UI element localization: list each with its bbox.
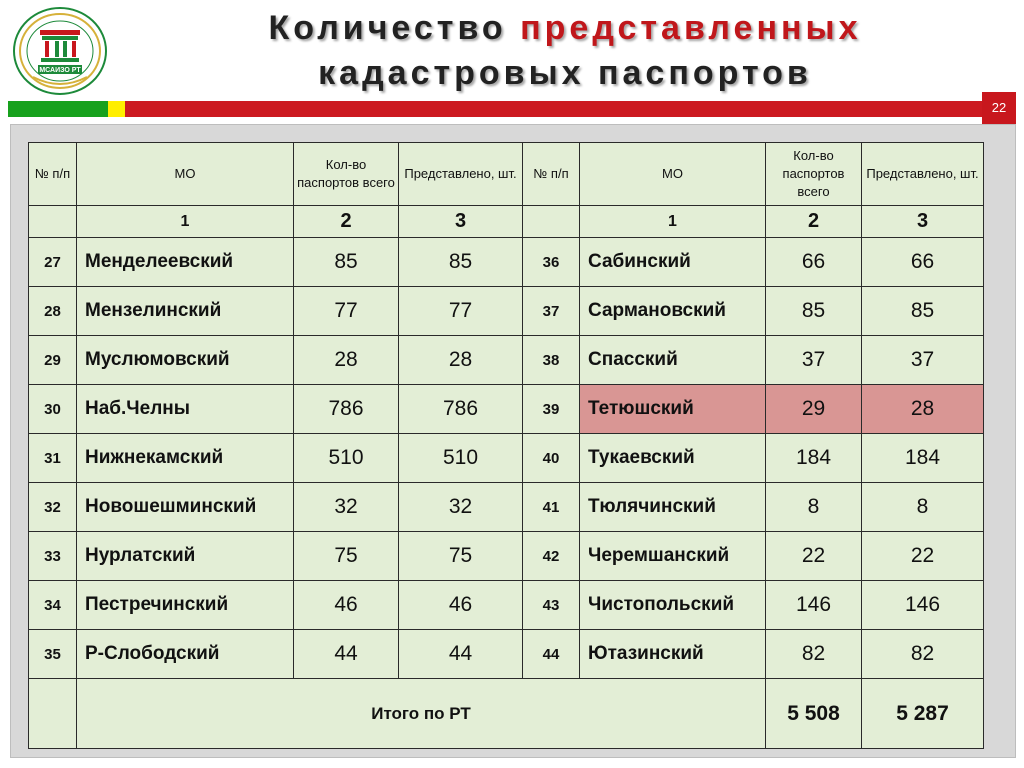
passports-submitted-left: 44 [399, 630, 523, 679]
totals-label: Итого по РТ [77, 679, 766, 749]
passports-submitted-right: 8 [862, 483, 984, 532]
passports-submitted-right: 184 [862, 434, 984, 483]
passports-submitted-left: 46 [399, 581, 523, 630]
passports-total-left: 32 [294, 483, 399, 532]
table-row [29, 630, 984, 679]
row-number-left: 34 [29, 581, 77, 630]
row-number-right: 41 [523, 483, 580, 532]
row-number-left: 29 [29, 336, 77, 385]
table-row [29, 532, 984, 581]
header-num-right: № п/п [523, 143, 580, 206]
passports-total-left: 786 [294, 385, 399, 434]
index-3-left: 3 [399, 206, 523, 238]
table-row [29, 483, 984, 532]
passports-submitted-right: 82 [862, 630, 984, 679]
table-row [29, 238, 984, 287]
table-row [29, 287, 984, 336]
index-row [29, 206, 984, 238]
slide-title [150, 6, 980, 96]
row-number-right: 43 [523, 581, 580, 630]
totals-row [29, 679, 984, 749]
passports-total-right: 37 [766, 336, 862, 385]
passports-total-right: 184 [766, 434, 862, 483]
row-number-left: 35 [29, 630, 77, 679]
index-empty-right [523, 206, 580, 238]
passports-submitted-right: 28 [862, 385, 984, 434]
passports-total-right: 8 [766, 483, 862, 532]
municipality-name-right: Сабинский [580, 238, 766, 287]
municipality-name-left: Мензелинский [77, 287, 294, 336]
table-row [29, 434, 984, 483]
passports-submitted-left: 28 [399, 336, 523, 385]
passports-total-left: 46 [294, 581, 399, 630]
municipality-name-left: Муслюмовский [77, 336, 294, 385]
row-number-left: 32 [29, 483, 77, 532]
passports-submitted-left: 85 [399, 238, 523, 287]
passports-total-right: 85 [766, 287, 862, 336]
row-number-right: 40 [523, 434, 580, 483]
index-1-right: 1 [580, 206, 766, 238]
index-2-left: 2 [294, 206, 399, 238]
municipality-name-left: Новошешминский [77, 483, 294, 532]
header-submitted-right: Представлено, шт. [862, 143, 984, 206]
row-number-right: 39 [523, 385, 580, 434]
municipality-name-right: Ютазинский [580, 630, 766, 679]
passports-total-right: 22 [766, 532, 862, 581]
municipality-name-right: Сармановский [580, 287, 766, 336]
passports-total-left: 85 [294, 238, 399, 287]
table-row [29, 385, 984, 434]
header-mo-left: МО [77, 143, 294, 206]
municipality-name-right: Тетюшский [580, 385, 766, 434]
row-number-left: 28 [29, 287, 77, 336]
stripe-red [125, 101, 1016, 117]
index-1-left: 1 [77, 206, 294, 238]
passports-total-left: 28 [294, 336, 399, 385]
header-total-left: Кол-во паспортов всего [294, 143, 399, 206]
stripe-yellow [108, 101, 125, 117]
row-number-right: 38 [523, 336, 580, 385]
row-number-right: 37 [523, 287, 580, 336]
passports-total-right: 82 [766, 630, 862, 679]
passports-total-left: 77 [294, 287, 399, 336]
logo-text: МСАИЗО РТ [39, 67, 81, 74]
totals-submitted: 5 287 [862, 679, 984, 749]
row-number-right: 44 [523, 630, 580, 679]
row-number-left: 27 [29, 238, 77, 287]
index-2-right: 2 [766, 206, 862, 238]
header-num-left: № п/п [29, 143, 77, 206]
index-3-right: 3 [862, 206, 984, 238]
municipality-name-right: Чистопольский [580, 581, 766, 630]
cadastral-passports-table [28, 142, 984, 749]
totals-empty [29, 679, 77, 749]
passports-submitted-right: 37 [862, 336, 984, 385]
passports-submitted-right: 85 [862, 287, 984, 336]
passports-total-right: 66 [766, 238, 862, 287]
header-mo-right: МО [580, 143, 766, 206]
row-number-right: 42 [523, 532, 580, 581]
municipality-name-left: Менделеевский [77, 238, 294, 287]
header-total-right: Кол-во паспортов всего [766, 143, 862, 206]
header-submitted-left: Представлено, шт. [399, 143, 523, 206]
table-row [29, 336, 984, 385]
municipality-name-right: Спасский [580, 336, 766, 385]
header-row [29, 143, 984, 206]
municipality-name-right: Тукаевский [580, 434, 766, 483]
row-number-left: 33 [29, 532, 77, 581]
municipality-name-left: Наб.Челны [77, 385, 294, 434]
row-number-left: 31 [29, 434, 77, 483]
title-word-count: Количество [268, 9, 507, 47]
passports-submitted-left: 510 [399, 434, 523, 483]
row-number-right: 36 [523, 238, 580, 287]
municipality-name-left: Нижнекамский [77, 434, 294, 483]
passports-total-left: 44 [294, 630, 399, 679]
passports-submitted-left: 77 [399, 287, 523, 336]
municipality-name-left: Пестречинский [77, 581, 294, 630]
municipality-name-right: Тюлячинский [580, 483, 766, 532]
totals-total: 5 508 [766, 679, 862, 749]
passports-submitted-left: 75 [399, 532, 523, 581]
passports-submitted-right: 22 [862, 532, 984, 581]
ministry-logo [11, 5, 109, 97]
passports-submitted-right: 146 [862, 581, 984, 630]
municipality-name-right: Черемшанский [580, 532, 766, 581]
stripe-green [8, 101, 108, 117]
passports-submitted-left: 32 [399, 483, 523, 532]
passports-total-left: 75 [294, 532, 399, 581]
table-row [29, 581, 984, 630]
passports-total-left: 510 [294, 434, 399, 483]
row-number-left: 30 [29, 385, 77, 434]
title-line-2: кадастровых паспортов [318, 54, 812, 92]
municipality-name-left: Нурлатский [77, 532, 294, 581]
passports-submitted-right: 66 [862, 238, 984, 287]
page-number: 22 [982, 92, 1016, 124]
municipality-name-left: Р-Слободский [77, 630, 294, 679]
passports-total-right: 146 [766, 581, 862, 630]
title-word-submitted: представленных [520, 9, 862, 47]
index-empty-left [29, 206, 77, 238]
passports-submitted-left: 786 [399, 385, 523, 434]
passports-total-right: 29 [766, 385, 862, 434]
